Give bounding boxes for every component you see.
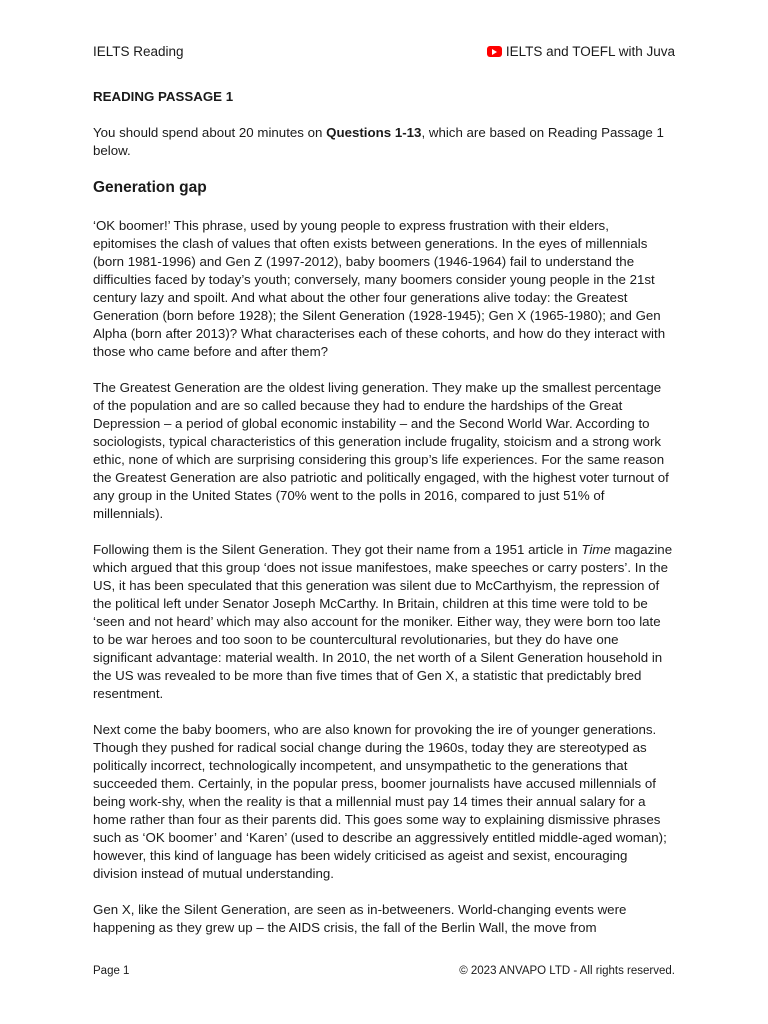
paragraph-3-start: Following them is the Silent Generation. They got their name from a 1951 article in xyxy=(93,542,582,557)
passage-title: Generation gap xyxy=(93,179,207,196)
header-brand-label: IELTS and TOEFL with Juva xyxy=(505,44,675,59)
instructions-text-end: , which are based on Reading Passage 1 below. xyxy=(93,125,664,158)
header-title: IELTS Reading xyxy=(93,44,184,59)
paragraph-5: Gen X, like the Silent Generation, are seen as in-betweeners. World-changing events were happening as they grew up – the AIDS crisis, the fall of the Berlin Wall, the move from xyxy=(93,902,627,935)
paragraph-3-end: magazine which argued that this group ‘does not issue manifestoes, make speeches or carry posters’. In the US, it has been speculated that this generation was silent due to McCarthyism, the repression of the political left under Senator Joseph McCarthy. In Britain, children at this time were told to be ‘seen and not heard’ which may also account for the moniker. Either way, they were born too late to be war heroes and too soon to be countercultural revolutionaries, but they do have one significant advantage: material wealth. In 2010, the net worth of a Silent Generation household in the US was revealed to be more than five times that of Gen X, a statistic that predictably bred resentment. xyxy=(93,542,673,701)
youtube-icon xyxy=(487,46,502,57)
paragraph-1: ‘OK boomer!’ This phrase, used by young people to express frustration with their elders, epitomises the clash of values that often exists between generations. In the eyes of millennials (born 1981-1996) and Gen Z (1997-2012), baby boomers (1946-1964) fail to understand the difficulties faced by today’s youth; conversely, many boomers consider young people in the 21st century lazy and spoilt. And what about the other four generations alive today: the Greatest Generation (born before 1928); the Silent Generation (1928-1945); Gen X (1965-1980); and Gen Alpha (born after 2013)? What characterises each of these cohorts, and how do they interact with those who came before and after them? xyxy=(93,218,666,359)
copyright-notice: © 2023 ANVAPO LTD - All rights reserved. xyxy=(459,965,675,977)
instructions xyxy=(93,124,675,160)
header-brand[interactable] xyxy=(487,44,675,59)
instructions-questions: Questions 1-13 xyxy=(326,125,422,140)
passage-content xyxy=(93,88,675,955)
magazine-name: Time xyxy=(581,542,611,557)
paragraph-3 xyxy=(93,541,675,703)
page-number: Page 1 xyxy=(93,965,130,977)
instructions-text-start: You should spend about 20 minutes on xyxy=(93,125,327,140)
paragraph-4: Next come the baby boomers, who are also known for provoking the ire of younger generations. Though they pushed for radical social change during the 1960s, today they are stereotyped as politically incorrect, technologically incompetent, and unsympathetic to the generations that succeeded them. Certainly, in the popular press, boomer journalists have accused millennials of being work-shy, when the reality is that a millennial must pay 14 times their annual salary for a home rather than four as their parents did. This goes some way to explaining dismissive phrases such as ‘OK boomer’ and ‘Karen’ (used to describe an aggressively entitled middle-aged woman); however, this kind of language has been widely criticised as ageist and sexist, encouraging division instead of mutual understanding. xyxy=(93,722,667,881)
passage-label: READING PASSAGE 1 xyxy=(93,89,234,104)
paragraph-2: The Greatest Generation are the oldest living generation. They make up the smallest percentage of the population and are so called because they had to endure the hardships of the Great Depression – a period of global economic instability – and the Second World War. According to sociologists, typical characteristics of this generation include frugality, stoicism and a strong work ethic, none of which are surprising considering this group’s life experiences. For the same reason the Greatest Generation are also patriotic and politically engaged, with the highest voter turnout of any group in the United States (70% went to the polls in 2016, compared to just 51% of millennials). xyxy=(93,380,669,521)
page-header xyxy=(93,44,675,64)
